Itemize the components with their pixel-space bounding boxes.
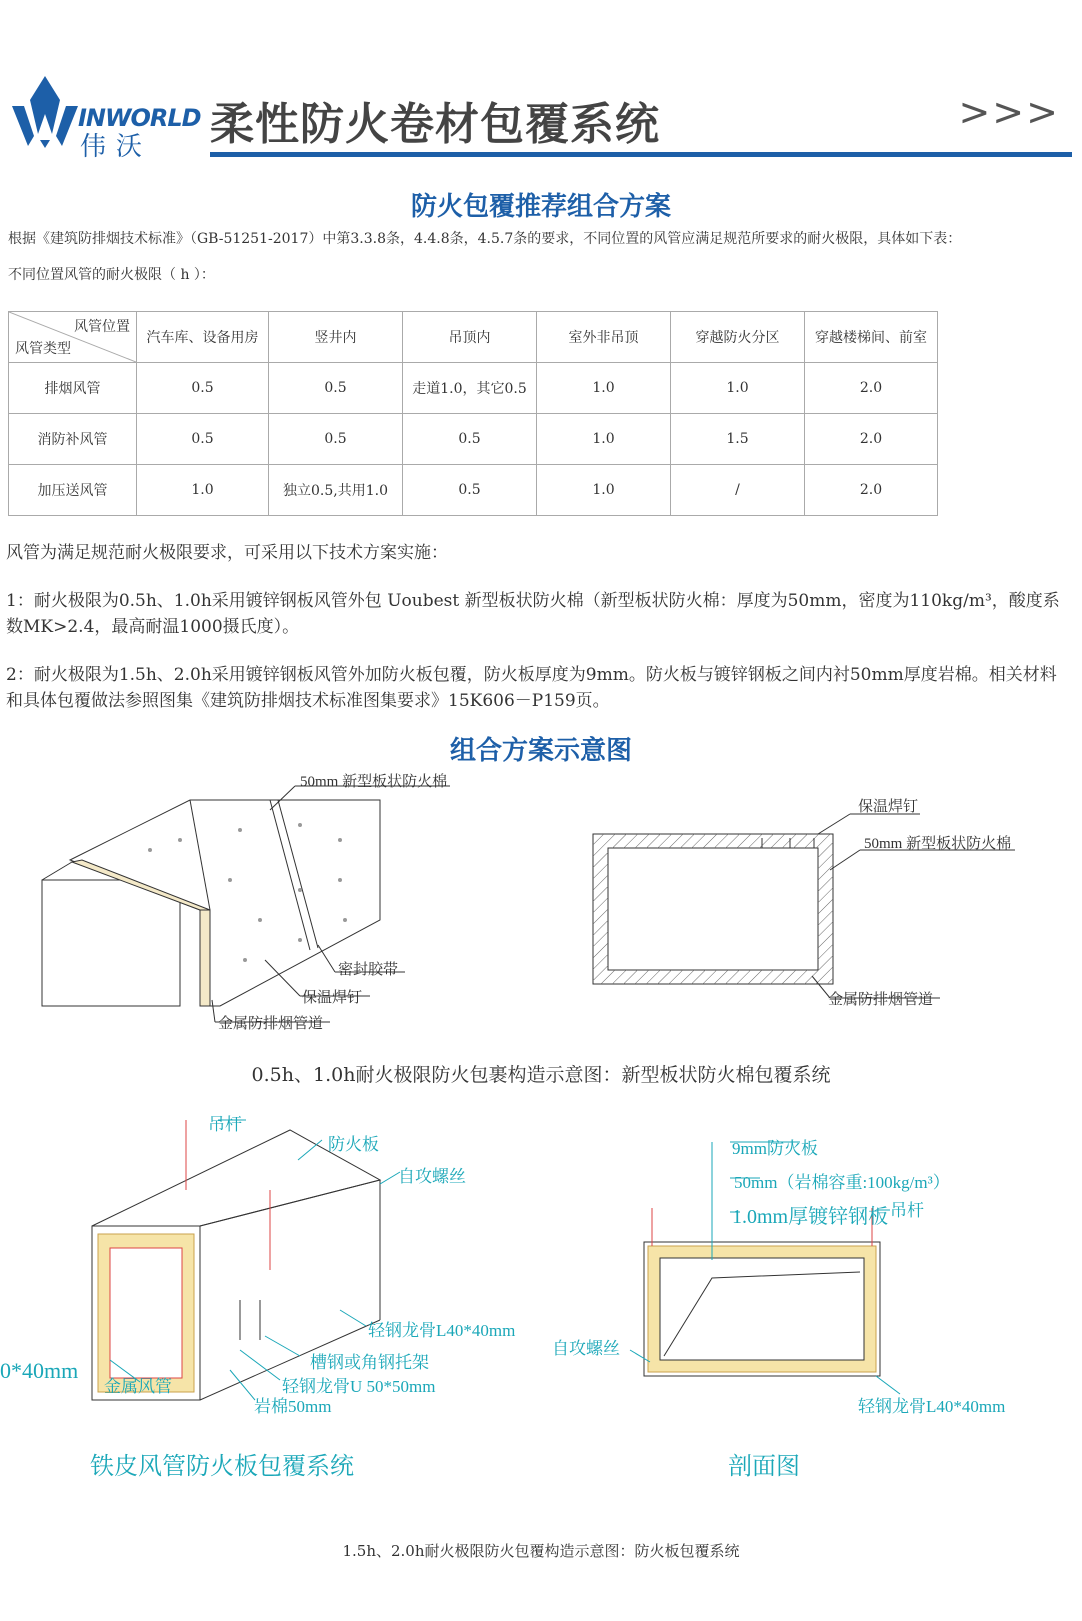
diagram1-caption: 0.5h、1.0h耐火极限防火包裹构造示意图：新型板状防火棉包覆系统 xyxy=(251,1064,831,1086)
table-row xyxy=(9,465,938,516)
table-cell: 0.5 xyxy=(137,414,269,465)
label-keel-l: 轻钢龙骨L40*40mm xyxy=(368,1321,516,1340)
table-cell: 0.5 xyxy=(269,414,403,465)
table-cell: 独立0.5,共用1.0 xyxy=(269,465,403,516)
section-label-steel: 1.0mm厚镀锌钢板 xyxy=(732,1206,889,1228)
table-header: 吊顶内 xyxy=(403,312,537,363)
row-type: 消防补风管 xyxy=(9,414,137,465)
table-header: 汽车库、设备用房 xyxy=(137,312,269,363)
table-cell: 1.0 xyxy=(537,363,671,414)
fire-rating-table xyxy=(8,311,938,516)
label-wool: 岩棉50mm xyxy=(254,1397,332,1416)
section-label-duct: 金属防排烟管道 xyxy=(828,992,934,1008)
table-cell: 2.0 xyxy=(805,465,938,516)
logo-cn: 伟沃 xyxy=(80,132,153,162)
solution-item-2: 2：耐火极限为1.5h、2.0h采用镀锌钢板风管外加防火板包覆，防火板厚度为9mm。防火板与镀锌钢板之间内衬50mm厚度岩棉。相关材料和具体包覆做法参照图集《建筑防排烟技术标准图集要求》15K606－P159页。 xyxy=(6,665,1057,711)
label-nail: 保温焊钉 xyxy=(302,990,363,1006)
table-cell: 1.0 xyxy=(537,465,671,516)
row-type: 加压送风管 xyxy=(9,465,137,516)
logo xyxy=(10,74,80,150)
label-channel: 槽钢或角钢托架 xyxy=(310,1353,429,1372)
label-metal-duct: 金属风管 xyxy=(104,1377,172,1396)
table-header: 穿越防火分区 xyxy=(671,312,805,363)
table-cell: 0.5 xyxy=(403,414,537,465)
corner-bottom-label: 风管类型 xyxy=(15,341,71,357)
lead-paragraph: 风管为满足规范耐火极限要求，可采用以下技术方案实施： xyxy=(6,543,448,563)
section-label-screw: 自攻螺丝 xyxy=(552,1339,620,1358)
solution-item-1: 1：耐火极限为0.5h、1.0h采用镀锌钢板风管外包 Uoubest 新型板状防火棉（新型板状防火棉：厚度为50mm，密度为110kg/m³，酸度系数MK>2.4，最高耐温1000摄氏度）。 xyxy=(6,591,1060,637)
table-corner-cell xyxy=(9,312,137,363)
section-label-hanger: 吊杆 xyxy=(890,1201,924,1220)
table-cell: 2.0 xyxy=(805,414,938,465)
table-header: 穿越楼梯间、前室 xyxy=(805,312,938,363)
section-title-recommend: 防火包覆推荐组合方案 xyxy=(410,192,671,222)
table-cell: 0.5 xyxy=(137,363,269,414)
corner-top-label: 风管位置 xyxy=(74,319,130,335)
logo-mark-icon xyxy=(10,74,80,150)
label-hanger: 吊杆 xyxy=(208,1115,242,1134)
page-title: 柔性防火卷材包覆系统 xyxy=(210,99,660,150)
section-label-nail: 保温焊钉 xyxy=(858,799,919,815)
diagram2-title-left: 铁皮风管防火板包覆系统 xyxy=(90,1454,354,1480)
table-header-row xyxy=(9,312,938,363)
table-row xyxy=(9,363,938,414)
section-label-wool: 50mm（岩棉容重:100kg/m³） xyxy=(734,1173,950,1192)
row-type: 排烟风管 xyxy=(9,363,137,414)
section-label-blanket: 50mm 新型板状防火棉 xyxy=(864,836,1012,852)
section-title-diagram: 组合方案示意图 xyxy=(449,736,632,766)
intro-text: 根据《建筑防排烟技术标准》（GB-51251-2017）中第3.3.8条，4.4.8条，4.5.7条的要求，不同位置的风管应满足规范所要求的耐火极限，具体如下表： xyxy=(8,231,962,247)
table-cell: 0.5 xyxy=(403,465,537,516)
table-caption: 不同位置风管的耐火极限（ h ）： xyxy=(8,267,215,283)
label-tape: 密封胶带 xyxy=(338,962,399,978)
logo-text: INWORLD xyxy=(78,104,201,132)
table-cell: 1.0 xyxy=(671,363,805,414)
table-cell: 1.0 xyxy=(137,465,269,516)
table-row xyxy=(9,414,938,465)
table-cell: 2.0 xyxy=(805,363,938,414)
label-screw: 自攻螺丝 xyxy=(398,1167,466,1186)
label-duct: 金属防排烟管道 xyxy=(218,1016,324,1032)
header-divider xyxy=(210,152,1072,157)
section-label-keel: 轻钢龙骨L40*40mm xyxy=(858,1397,1006,1416)
table-header: 竖井内 xyxy=(269,312,403,363)
table-cell: 走道1.0，其它0.5 xyxy=(403,363,537,414)
table-header: 室外非吊顶 xyxy=(537,312,671,363)
section-label-board: 9mm防火板 xyxy=(732,1139,818,1158)
label-board: 防火板 xyxy=(328,1135,379,1154)
diagram2-title-right: 剖面图 xyxy=(728,1454,800,1480)
label-blanket: 50mm 新型板状防火棉 xyxy=(300,774,448,790)
label-cut: 0*40mm xyxy=(0,1358,79,1383)
table-cell: 1.0 xyxy=(537,414,671,465)
table-cell: 1.5 xyxy=(671,414,805,465)
table-cell: 0.5 xyxy=(269,363,403,414)
diagram2-caption: 1.5h、2.0h耐火极限防火包覆构造示意图：防火板包覆系统 xyxy=(342,1542,740,1560)
next-arrows-icon[interactable]: >>> xyxy=(958,90,1060,134)
label-keel-u: 轻钢龙骨U 50*50mm xyxy=(282,1377,436,1396)
table-cell: / xyxy=(671,465,805,516)
